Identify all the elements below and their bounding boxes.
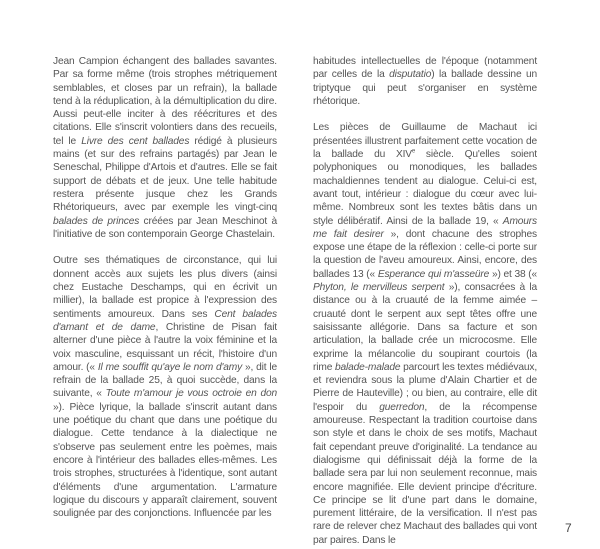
paragraph: [313, 55, 537, 108]
italic-text: disputatio: [389, 69, 432, 81]
text-segment: , Christine de Pisan fait alterner d'une pièce à l'autre la voix féminine et la voix masculine, esquissant un récit, l'histoire d'un amour. («: [53, 321, 277, 373]
text-segment: »). Pièce lyrique, la ballade s'inscrit autant dans une poétique du chant que dans une poétique du dialogue. Cette tendance à la dialectique ne s'observe pas seulement entre les poèmes, mais encore à l'intérieur des ballades elles-mêmes. Les trois strophes, structurées à l'identique, sont autant d'éléments d'une argumentation. L'armature logique du discours y apparaît clairement, souvent soulignée par des conjonctions. Influencée par les: [53, 401, 277, 520]
superscript-text: e: [411, 148, 416, 155]
italic-text: guerredon: [379, 401, 425, 413]
italic-text: Phyton, le mervilleus serpent: [313, 282, 445, 294]
italic-text: Toute m'amour je vous octroie en don: [105, 388, 277, 400]
italic-text: Cent balades d'amant et de dame: [53, 308, 277, 333]
italic-text: Amours me fait desirer: [313, 215, 537, 240]
text-segment: »), consacrées à la distance ou à la cruauté de la femme aimée – cruauté dont le serpent aux sept têtes offre une saisissante allégorie. Dans sa facture et son articulation, la ballade crée un microcosme. Elle exprime la mélancolie du soupirant courtois (la rime: [313, 282, 538, 373]
left-column: [53, 55, 277, 520]
text-segment: », dit le refrain de la ballade 25, à quoi succède, dans la suivante, «: [53, 361, 277, 400]
paragraph: [53, 55, 277, 241]
paragraph: [313, 121, 537, 547]
italic-text: balade-malade: [334, 361, 401, 373]
paragraph: [53, 254, 277, 520]
text-segment: Outre ses thématiques de circonstance, qui lui donnent accès aux sujets les plus divers (ainsi chez Eustache Deschamps, qui en écrivit un millier), la ballade est propice à l'expression des sentiments amoureux. Dans ses: [53, 255, 277, 320]
text-segment: siècle. Qu'elles soient polyphoniques ou monodiques, les ballades machaldiennes tendent au dialogue. Celui-ci est, avant tout, intérieur : dialogue du cœur avec lui-même. Nombreux sont les textes bâtis dans un style délibératif. Ainsi de la ballade 19, «: [313, 149, 537, 227]
right-column: [313, 55, 537, 547]
italic-text: balades de princes: [53, 215, 140, 227]
text-segment: », dont chacune des strophes expose une étape de la réflexion : celle-ci porte sur la question de l'aveu amoureux. Ainsi, encore, des ballades 13 («: [313, 228, 537, 280]
text-segment: Les pièces de Guillaume de Machaut ici présentées illustrent parfaitement cette vocation de la ballade du XIV: [313, 122, 537, 161]
text-segment: Jean Campion échangent des ballades savantes. Par sa forme même (trois strophes métriquement semblables, et closes par un refrain), la ballade tend à la réduplication, à la démultiplication du dire. Aussi peut-elle inciter à des réécritures et des citations. Elle s'inscrit volontiers dans des recueils, tel le: [53, 56, 277, 147]
page-number: 7: [565, 521, 572, 535]
text-segment: ) la ballade dessine un triptyque qui peut s'organiser en système rhétorique.: [313, 69, 537, 107]
italic-text: Esperance qui m'asseüre: [377, 268, 490, 280]
italic-text: Livre des cent ballades: [81, 135, 190, 147]
text-segment: ») et 38 («: [489, 268, 538, 280]
text-segment: créées par Jean Meschinot à l'initiative de son contemporain George Chastelain.: [53, 215, 277, 240]
text-segment: rédigé à plusieurs mains (et sur des refrains partagés) par Jean le Seneschal, Philippe d'Artois et d'autres. Elle se fait support de débats et de jeux. Une telle habitude restera présente jusque chez les Grands Rhétoriqueurs, avec par exemple les vingt-cinq: [53, 135, 277, 214]
text-segment: habitudes intellectuelles de l'époque (notamment par celles de la: [313, 56, 537, 81]
text-segment: , de la récompense amoureuse. Respectant la tradition courtoise dans son style et dans le choix de ses motifs, Machaut fait cependant preuve d'originalité. La tendance au dialogisme qui définissait déjà la forme de la ballade sera par lui non seulement reconnue, mais encore magnifiée. Elle devient principe d'écriture. Ce principe se lit d'une part dans le domaine, purement littéraire, de la versification. Il n'est pas rare de relever chez Machaut des ballades qui vont par paires. Dans le: [313, 401, 537, 546]
italic-text: Il me souffit qu'aye le nom d'amy: [97, 361, 243, 373]
text-segment: parcourt les textes médiévaux, et reviendra sous la plume d'Alain Chartier et de Pierre de Hauteville) ; ou bien, au contraire, elle dit l'espoir du: [313, 361, 537, 413]
